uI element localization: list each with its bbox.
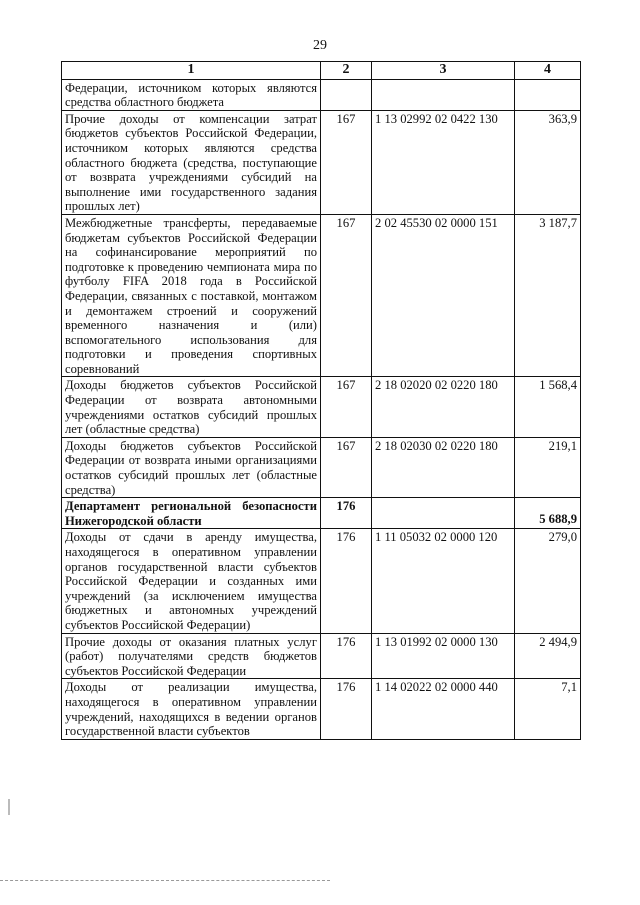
row-budget-code: 1 14 02022 02 0000 440 bbox=[372, 679, 515, 739]
row-amount: 1 568,4 bbox=[515, 377, 581, 437]
table-row bbox=[62, 529, 581, 633]
row-description: Доходы от сдачи в аренду имущества, находящегося в оперативном управлении органов государственной власти субъектов Российской Федерации и созданных ими учреждений (за исключением имущества бюджетных и автономных учреждений субъектов Российской Федерации) bbox=[62, 529, 321, 633]
row-description: Доходы бюджетов субъектов Российской Федерации от возврата иными организациями остатков субсидий прошлых лет (областные средства) bbox=[62, 437, 321, 497]
row-admin-code: 167 bbox=[321, 377, 372, 437]
row-amount: 363,9 bbox=[515, 110, 581, 214]
scan-artifact bbox=[8, 799, 10, 815]
table-row bbox=[62, 79, 581, 110]
row-description: Доходы от реализации имущества, находящегося в оперативном управлении учреждений, находящихся в ведении органов государственной власти субъектов bbox=[62, 679, 321, 739]
row-budget-code: 2 18 02030 02 0220 180 bbox=[372, 437, 515, 497]
header-col-4: 4 bbox=[515, 62, 581, 80]
table-row bbox=[62, 633, 581, 679]
row-budget-code: 2 18 02020 02 0220 180 bbox=[372, 377, 515, 437]
header-col-3: 3 bbox=[372, 62, 515, 80]
revenue-table bbox=[61, 61, 581, 740]
header-col-1: 1 bbox=[62, 62, 321, 80]
table-header-row bbox=[62, 62, 581, 80]
department-row bbox=[62, 498, 581, 529]
row-budget-code: 1 13 01992 02 0000 130 bbox=[372, 633, 515, 679]
table-row bbox=[62, 377, 581, 437]
row-budget-code: 1 11 05032 02 0000 120 bbox=[372, 529, 515, 633]
row-budget-code bbox=[372, 498, 515, 529]
row-budget-code bbox=[372, 79, 515, 110]
row-admin-code: 167 bbox=[321, 110, 372, 214]
row-description: Межбюджетные трансферты, передаваемые бюджетам субъектов Российской Федерации на софинансирование мероприятий по подготовке к проведению чемпионата мира по футболу FIFA 2018 года в Российской Федерации, связанных с поставкой, монтажом и демонтажем строений и сооружений временного назначения и (или) вспомогательного использования для подготовки и проведения спортивных соревнований bbox=[62, 214, 321, 377]
row-admin-code: 176 bbox=[321, 529, 372, 633]
department-total: 5 688,9 bbox=[515, 498, 581, 529]
table-row bbox=[62, 679, 581, 739]
row-description: Доходы бюджетов субъектов Российской Федерации от возврата автономными учреждениями остатков субсидий прошлых лет (областные средства) bbox=[62, 377, 321, 437]
row-amount: 219,1 bbox=[515, 437, 581, 497]
footer-divider bbox=[0, 880, 330, 881]
table-row bbox=[62, 214, 581, 377]
row-amount bbox=[515, 79, 581, 110]
department-name: Департамент региональной безопасности Нижегородской области bbox=[62, 498, 321, 529]
table-row bbox=[62, 437, 581, 497]
page-number: 29 bbox=[313, 38, 327, 53]
row-admin-code: 176 bbox=[321, 633, 372, 679]
row-amount: 2 494,9 bbox=[515, 633, 581, 679]
row-admin-code: 167 bbox=[321, 214, 372, 377]
row-admin-code: 167 bbox=[321, 437, 372, 497]
row-budget-code: 2 02 45530 02 0000 151 bbox=[372, 214, 515, 377]
row-budget-code: 1 13 02992 02 0422 130 bbox=[372, 110, 515, 214]
row-description: Федерации, источником которых являются средства областного бюджета bbox=[62, 79, 321, 110]
row-description: Прочие доходы от компенсации затрат бюджетов субъектов Российской Федерации, источником которых являются средства областного бюджета (средства, поступающие от возврата учреждениями субсидий на выполнение ими государственного задания прошлых лет) bbox=[62, 110, 321, 214]
header-col-2: 2 bbox=[321, 62, 372, 80]
row-admin-code bbox=[321, 79, 372, 110]
row-admin-code: 176 bbox=[321, 498, 372, 529]
row-amount: 7,1 bbox=[515, 679, 581, 739]
row-admin-code: 176 bbox=[321, 679, 372, 739]
row-description: Прочие доходы от оказания платных услуг (работ) получателями средств бюджетов субъектов Российской Федерации bbox=[62, 633, 321, 679]
row-amount: 3 187,7 bbox=[515, 214, 581, 377]
row-amount: 279,0 bbox=[515, 529, 581, 633]
table-row bbox=[62, 110, 581, 214]
